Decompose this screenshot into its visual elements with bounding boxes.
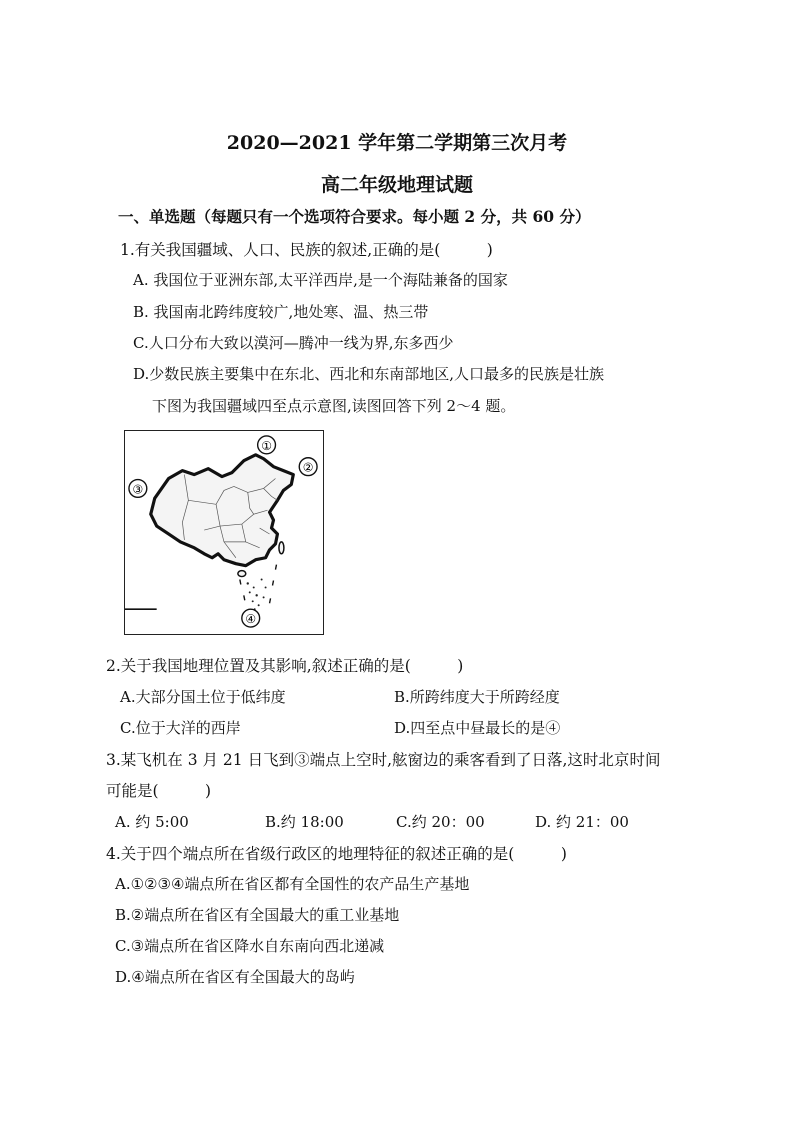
q3-option-a: A. 约 5:00 — [115, 813, 189, 831]
taiwan-island — [279, 542, 284, 554]
q3-option-b: B.约 18:00 — [265, 813, 344, 831]
q4-option-b: B.②端点所在省区有全国最大的重工业基地 — [115, 906, 400, 924]
q1-option-c: C.人口分布大致以漠河—腾冲一线为界,东多西少 — [133, 334, 454, 352]
exam-title: 2020—2021 学年第二学期第三次月考 — [226, 132, 568, 154]
q4-option-d: D.④端点所在省区有全国最大的岛屿 — [115, 968, 355, 986]
china-extreme-points-map — [124, 430, 324, 635]
china-map-drawing — [125, 431, 323, 634]
marker-2: ② — [302, 460, 314, 475]
china-outline — [151, 455, 294, 566]
q2-option-c: C.位于大洋的西岸 — [120, 719, 241, 737]
q2-option-b: B.所跨纬度大于所跨经度 — [394, 688, 560, 706]
q1-stem: 1.有关我国疆域、人口、民族的叙述,正确的是( ) — [120, 241, 493, 259]
q2-option-a: A.大部分国土位于低纬度 — [120, 688, 286, 706]
q3-stem-line1: 3.某飞机在 3 月 21 日飞到③端点上空时,舷窗边的乘客看到了日落,这时北京时间 — [106, 751, 661, 769]
q3-stem-line2: 可能是( ) — [106, 782, 212, 800]
q3-option-d: D. 约 21：00 — [535, 813, 629, 831]
hainan-island — [238, 571, 246, 577]
q1-option-d: D.少数民族主要集中在东北、西北和东南部地区,人口最多的民族是壮族 — [133, 365, 605, 383]
exam-subtitle: 高二年级地理试题 — [320, 174, 473, 196]
q4-stem: 4.关于四个端点所在省级行政区的地理特征的叙述正确的是( ) — [106, 845, 567, 863]
marker-1: ① — [261, 438, 272, 453]
q1-option-a: A. 我国位于亚洲东部,太平洋西岸,是一个海陆兼备的国家 — [133, 271, 508, 289]
q1-option-b: B. 我国南北跨纬度较广,地处寒、温、热三带 — [133, 303, 429, 321]
q3-option-c: C.约 20：00 — [396, 813, 485, 831]
section-heading: 一、单选题（每题只有一个选项符合要求。每小题 2 分，共 60 分） — [118, 207, 591, 226]
q2-option-d: D.四至点中昼最长的是④ — [394, 719, 561, 737]
q4-option-a: A.①②③④端点所在省区都有全国性的农产品生产基地 — [115, 875, 470, 893]
marker-3: ③ — [132, 482, 144, 497]
q4-option-c: C.③端点所在省区降水自东南向西北递减 — [115, 937, 385, 955]
figure-intro: 下图为我国疆域四至点示意图,读图回答下列 2～4 题。 — [152, 397, 516, 415]
marker-4: ④ — [245, 612, 257, 627]
q2-stem: 2.关于我国地理位置及其影响,叙述正确的是( ) — [106, 657, 464, 675]
